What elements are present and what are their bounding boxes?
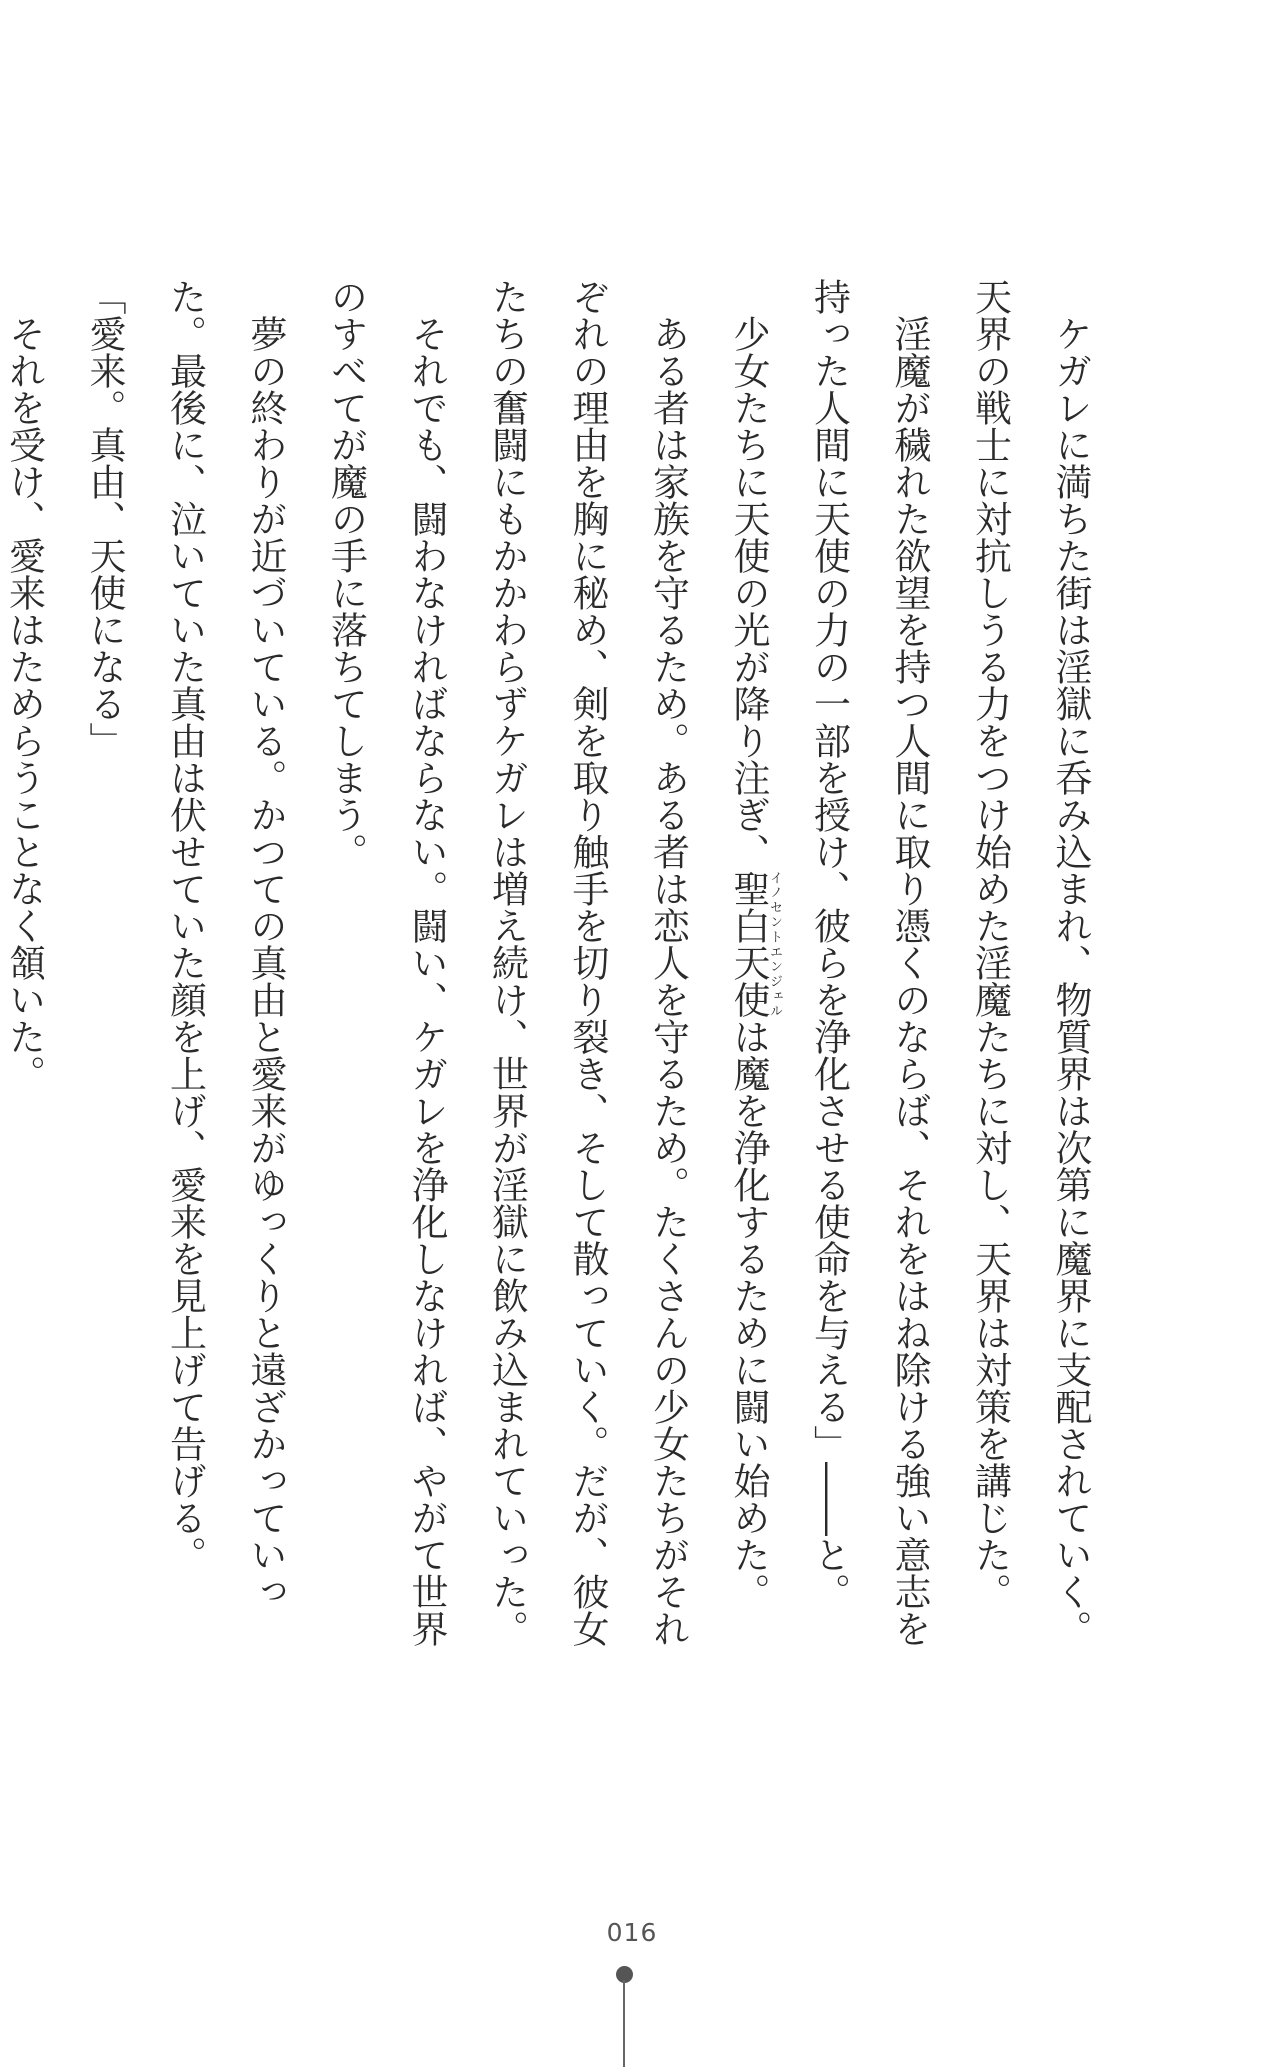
paragraph-5: それでも、闘わなければならない。闘い、ケガレを浄化しなければ、やがて世界のすべてが魔の手に落ちてしまう。 bbox=[324, 278, 448, 1647]
paragraph-8: それを受け、愛来はためらうことなく頷いた。 bbox=[2, 315, 46, 1092]
folio-line-ornament bbox=[623, 1980, 625, 2067]
paragraph-3-end: は魔を浄化するために闘い始めた。 bbox=[727, 1018, 770, 1610]
paragraph-6: 夢の終わりが近づいている。かつての真由と愛来がゆっくりと遠ざかっていった。最後に、泣いていた真由は伏せていた顔を上げ、愛来を見上げて告げる。 bbox=[163, 278, 287, 1610]
paragraph-4: ある者は家族を守るため。ある者は恋人を守るため。たくさんの少女たちがそれぞれの理由を胸に秘め、剣を取り触手を切り裂き、そして散っていく。だが、彼女たちの奮闘にもかかわらずケガレは増え続け、世界が淫獄に飲み込まれていった。 bbox=[485, 278, 690, 1647]
paragraph-2: 淫魔が穢れた欲望を持つ人間に取り憑くのならば、それをはね除ける強い意志を持った人間に天使の力の一部を授け、彼らを浄化させる使命を与える」――と。 bbox=[807, 278, 931, 1647]
paragraph-1: ケガレに満ちた街は淫獄に呑み込まれ、物質界は次第に魔界に支配されていく。天界の戦士に対抗しうる力をつけ始めた淫魔たちに対し、天界は対策を講じた。 bbox=[968, 278, 1092, 1647]
paragraph-3-start: 少女たちに天使の光が降り注ぎ、 bbox=[727, 315, 770, 870]
ruby-innocent-angel bbox=[727, 870, 782, 1018]
ruby-reading: イノセントエンジェル bbox=[767, 870, 782, 1018]
paragraph-3 bbox=[708, 278, 789, 1668]
body-text bbox=[2, 278, 1110, 1668]
page-number: 016 bbox=[606, 1918, 658, 1947]
dialogue-1: 「愛来。真由、天使になる」 bbox=[83, 278, 126, 759]
ruby-base: 聖白天使 bbox=[727, 870, 770, 1018]
